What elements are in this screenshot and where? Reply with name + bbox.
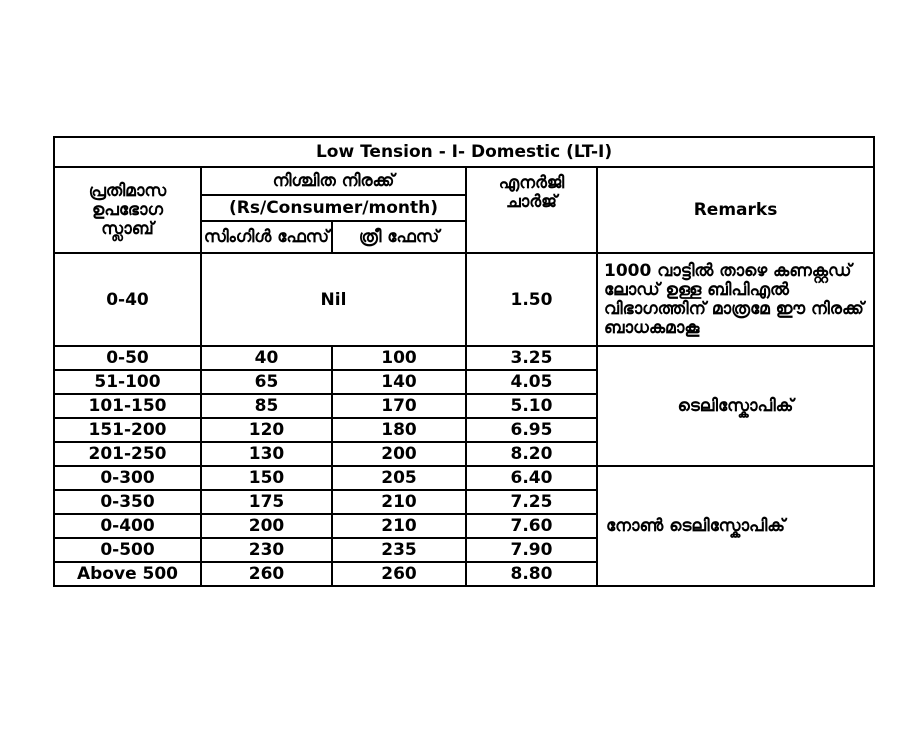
slab-cell: 151-200 xyxy=(54,418,201,442)
telescopic-remark: ടെലിസ്കോപിക് xyxy=(597,346,874,466)
single-phase-cell: 175 xyxy=(201,490,332,514)
table-row xyxy=(54,346,874,370)
three-phase-cell: 180 xyxy=(332,418,466,442)
slab-cell: Above 500 xyxy=(54,562,201,586)
single-phase-cell: 260 xyxy=(201,562,332,586)
table-row xyxy=(54,466,874,490)
single-phase-cell: 120 xyxy=(201,418,332,442)
single-phase-cell: 40 xyxy=(201,346,332,370)
three-phase-cell: 205 xyxy=(332,466,466,490)
non-telescopic-remark: നോൺ ടെലിസ്കോപിക് xyxy=(597,466,874,586)
three-phase-cell: 200 xyxy=(332,442,466,466)
energy-cell: 6.95 xyxy=(466,418,597,442)
single-phase-cell: 85 xyxy=(201,394,332,418)
slab-cell: 201-250 xyxy=(54,442,201,466)
tariff-table xyxy=(53,136,875,587)
three-phase-header: ത്രീ ഫേസ് xyxy=(332,221,466,253)
three-phase-cell: 210 xyxy=(332,490,466,514)
energy-cell: 3.25 xyxy=(466,346,597,370)
three-phase-cell: 260 xyxy=(332,562,466,586)
energy-cell: 1.50 xyxy=(466,253,597,346)
energy-cell: 6.40 xyxy=(466,466,597,490)
slab-cell: 0-300 xyxy=(54,466,201,490)
three-phase-cell: 100 xyxy=(332,346,466,370)
slab-cell: 0-500 xyxy=(54,538,201,562)
table-title: Low Tension - I- Domestic (LT-I) xyxy=(54,137,874,167)
three-phase-cell: 170 xyxy=(332,394,466,418)
table-row xyxy=(54,253,874,346)
single-phase-cell: 130 xyxy=(201,442,332,466)
energy-cell: 7.60 xyxy=(466,514,597,538)
single-phase-cell: 200 xyxy=(201,514,332,538)
energy-charge-header: എനർജി ചാർജ് xyxy=(466,167,597,253)
energy-cell: 8.80 xyxy=(466,562,597,586)
single-phase-cell: 150 xyxy=(201,466,332,490)
energy-cell: 7.25 xyxy=(466,490,597,514)
fixed-charge-header: നിശ്ചിത നിരക്ക് xyxy=(201,167,466,195)
fixed-charge-unit: (Rs/Consumer/month) xyxy=(201,195,466,221)
fixed-charge-nil: Nil xyxy=(201,253,466,346)
slab-cell: 0-50 xyxy=(54,346,201,370)
remarks-header: Remarks xyxy=(597,167,874,253)
single-phase-cell: 65 xyxy=(201,370,332,394)
energy-cell: 8.20 xyxy=(466,442,597,466)
slab-cell: 0-40 xyxy=(54,253,201,346)
slab-cell: 101-150 xyxy=(54,394,201,418)
slab-cell: 51-100 xyxy=(54,370,201,394)
slab-cell: 0-400 xyxy=(54,514,201,538)
single-phase-header: സിംഗിൾ ഫേസ് xyxy=(201,221,332,253)
three-phase-cell: 140 xyxy=(332,370,466,394)
energy-cell: 4.05 xyxy=(466,370,597,394)
bpl-remark: 1000 വാട്ടിൽ താഴെ കണക്റ്റഡ് ലോഡ് ഉള്ള ബിപിഎൽ വിഭാഗത്തിന് മാത്രമേ ഈ നിരക്ക് ബാധകമാകൂ xyxy=(597,253,874,346)
energy-cell: 7.90 xyxy=(466,538,597,562)
three-phase-cell: 210 xyxy=(332,514,466,538)
slab-cell: 0-350 xyxy=(54,490,201,514)
three-phase-cell: 235 xyxy=(332,538,466,562)
slab-header: പ്രതിമാസ ഉപഭോഗ സ്ലാബ് xyxy=(54,167,201,253)
single-phase-cell: 230 xyxy=(201,538,332,562)
energy-cell: 5.10 xyxy=(466,394,597,418)
header-row-1 xyxy=(54,167,874,195)
title-row xyxy=(54,137,874,167)
